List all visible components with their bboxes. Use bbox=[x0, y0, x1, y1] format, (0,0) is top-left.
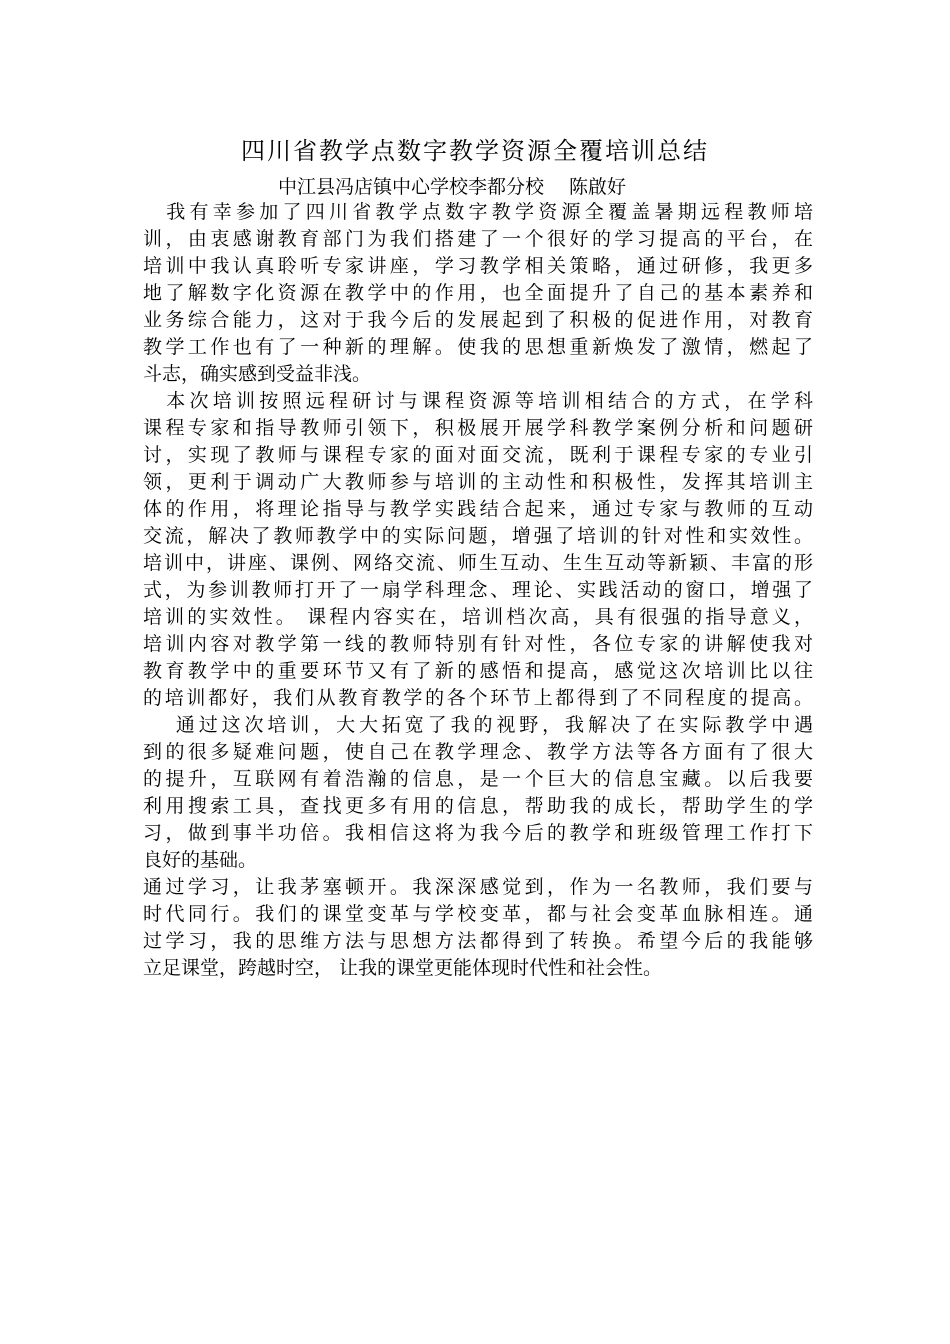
author-line: 中江县冯店镇中心学校李都分校 陈啟好 bbox=[278, 176, 627, 198]
body-line: 良好的基础。 bbox=[143, 849, 258, 871]
body-line: 教育教学中的重要环节又有了新的感悟和提高，感觉这次培训比以往 bbox=[143, 660, 813, 682]
body-line: 领，更利于调动广大教师参与培训的主动性和积极性，发挥其培训主 bbox=[143, 471, 813, 493]
body-line: 立足课堂，跨越时空， 让我的课堂更能体现时代性和社会性。 bbox=[143, 957, 663, 979]
body-line: 培训内容对教学第一线的教师特别有针对性，各位专家的讲解使我对 bbox=[143, 633, 813, 655]
body-line: 通过学习，让我茅塞顿开。我深深感觉到，作为一名教师，我们要与 bbox=[143, 876, 813, 898]
body-line: 交流，解决了教师教学中的实际问题，增强了培训的针对性和实效性。 bbox=[143, 525, 813, 547]
body-line: 习，做到事半功倍。我相信这将为我今后的教学和班级管理工作打下 bbox=[143, 822, 813, 844]
body-line: 过学习，我的思维方法与思想方法都得到了转换。希望今后的我能够 bbox=[143, 930, 813, 952]
body-line: 业务综合能力，这对于我今后的发展起到了积极的促进作用，对教育 bbox=[143, 309, 813, 331]
body-line: 时代同行。我们的课堂变革与学校变革，都与社会变革血脉相连。通 bbox=[143, 903, 813, 925]
body-line: 教学工作也有了一种新的理解。使我的思想重新焕发了激情，燃起了 bbox=[143, 336, 813, 358]
document-body bbox=[143, 199, 813, 982]
body-line: 训，由衷感谢教育部门为我们搭建了一个很好的学习提高的平台，在 bbox=[143, 228, 813, 250]
body-line: 培训中，讲座、课例、网络交流、师生互动、生生互动等新颖、丰富的形 bbox=[143, 552, 813, 574]
body-line: 培训中我认真聆听专家讲座，学习教学相关策略，通过研修，我更多 bbox=[143, 255, 813, 277]
body-line: 的培训都好，我们从教育教学的各个环节上都得到了不同程度的提高。 bbox=[143, 687, 813, 709]
body-line: 地了解数字化资源在教学中的作用，也全面提升了自己的基本素养和 bbox=[143, 282, 813, 304]
body-line: 斗志，确实感到受益非浅。 bbox=[143, 363, 372, 385]
body-line: 我有幸参加了四川省教学点数字教学资源全覆盖暑期远程教师培 bbox=[143, 201, 813, 223]
document-title: 四川省教学点数字教学资源全覆培训总结 bbox=[241, 137, 709, 165]
body-line: 本次培训按照远程研讨与课程资源等培训相结合的方式，在学科 bbox=[143, 390, 813, 412]
body-line: 的提升，互联网有着浩瀚的信息，是一个巨大的信息宝藏。以后我要 bbox=[143, 768, 813, 790]
body-line: 到的很多疑难问题，使自己在教学理念、教学方法等各方面有了很大 bbox=[143, 741, 813, 763]
body-line: 讨，实现了教师与课程专家的面对面交流，既利于课程专家的专业引 bbox=[143, 444, 813, 466]
body-line: 通过这次培训，大大拓宽了我的视野，我解决了在实际教学中遇 bbox=[143, 714, 813, 736]
body-line: 体的作用，将理论指导与教学实践结合起来，通过专家与教师的互动 bbox=[143, 498, 813, 520]
body-line: 培训的实效性。 课程内容实在，培训档次高，具有很强的指导意义， bbox=[143, 606, 813, 628]
body-line: 式，为参训教师打开了一扇学科理念、理论、实践活动的窗口，增强了 bbox=[143, 579, 813, 601]
body-line: 课程专家和指导教师引领下，积极展开展学科教学案例分析和问题研 bbox=[143, 417, 813, 439]
body-line: 利用搜索工具，查找更多有用的信息，帮助我的成长，帮助学生的学 bbox=[143, 795, 813, 817]
